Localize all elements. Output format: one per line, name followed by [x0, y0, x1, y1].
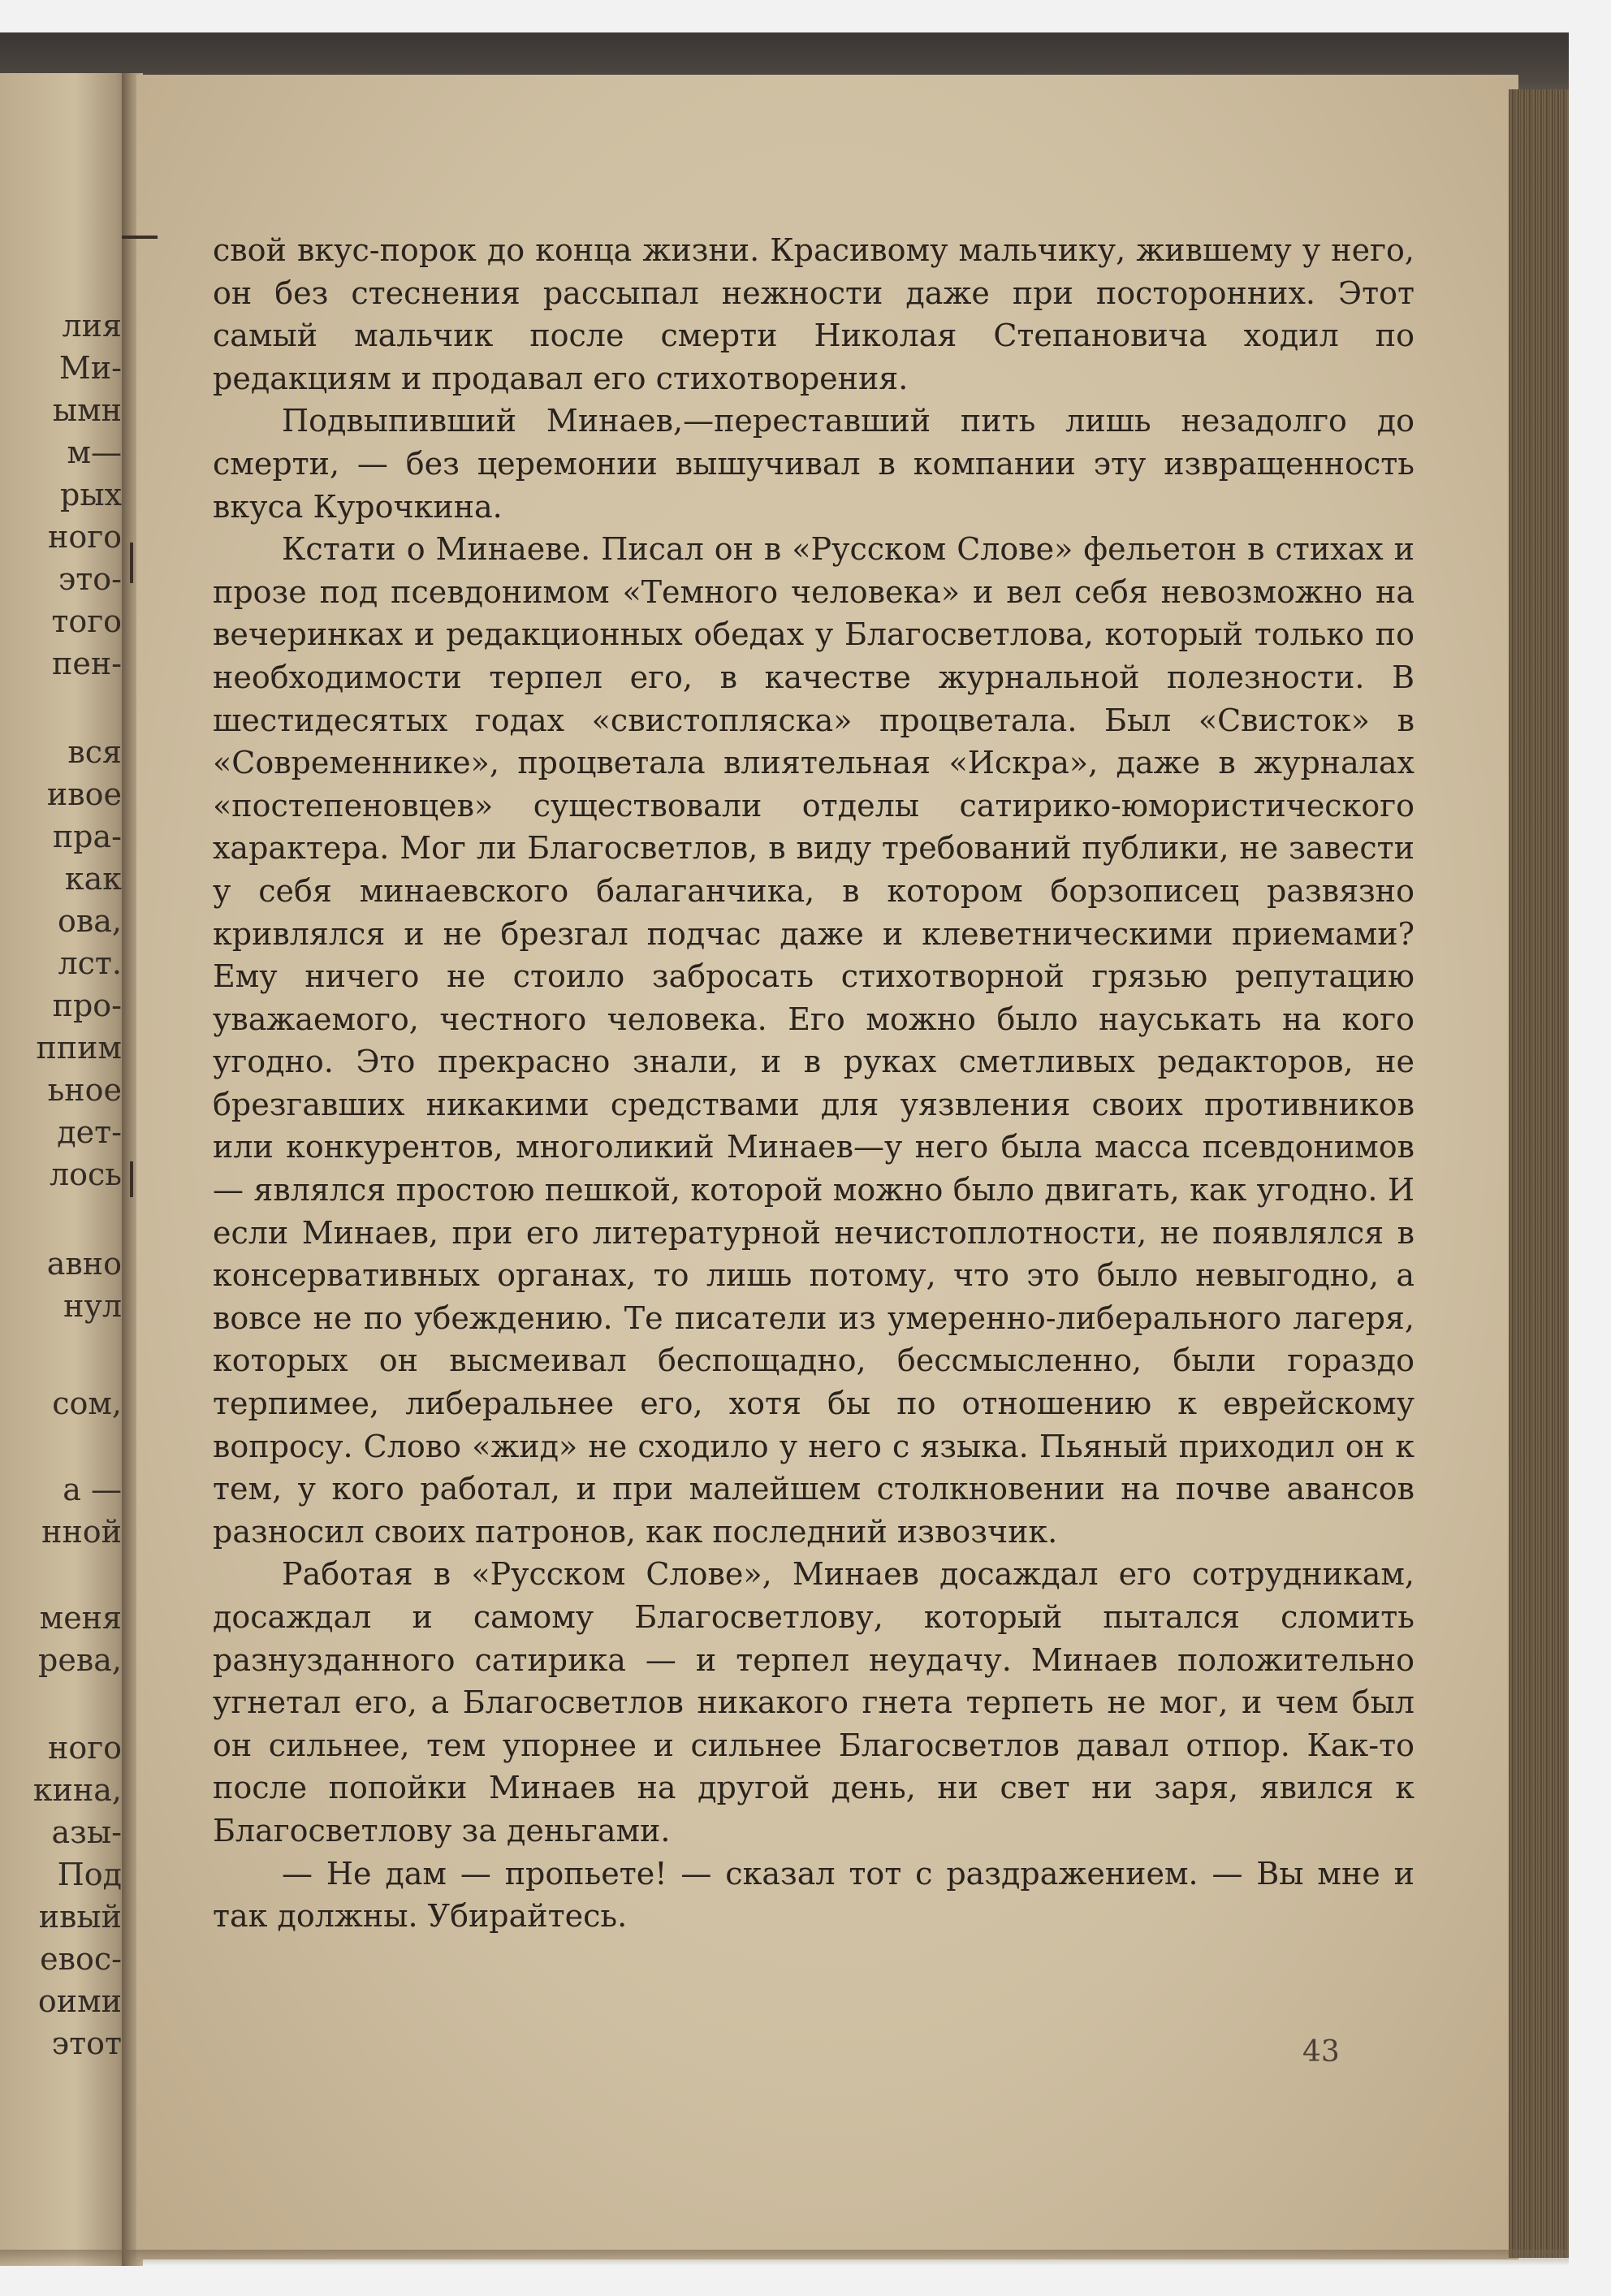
left-fragment: лст. [58, 945, 122, 981]
left-fragment: дет- [57, 1114, 122, 1150]
left-fragment: Под [57, 1857, 122, 1892]
paragraph: Работая в «Русском Слове», Минаев досаждал его сотрудникам, досаждал и самому Благосветлову, который пытался сломить разнузданного сатирика — и терпел неудачу. Минаев положительно угнетал его, а Благосветлов никакого гнета терпеть не мог, и чем был он сильнее, тем упорнее и сильнее Благосветлов давал отпор. Как-то после попойки Минаев на другой день, ни свет ни заря, явился к Благосветлову за деньгами. [213, 1556, 1414, 1848]
left-fragment: нной [41, 1514, 122, 1550]
left-fragment: ова, [57, 903, 122, 939]
paragraph: Кстати о Минаеве. Писал он в «Русском Слове» фельетон в стихах и прозе под псевдонимом «Темного человека» и вел себя невозможно на вечеринках и редакционных обедах у Благосветлова, который только по необходимости терпел его, в качестве журнальной полезности. В шестидесятых годах «свистопляска» процветала. Был «Свисток» в «Современнике», процветала влиятельная «Искра», даже в журналах «постепеновцев» существовали отделы сатирико-юмористического характера. Мог ли Благосветлов, в виду требований публики, не завести у себя минаевского балаганчика, в котором борзописец развязно кривлялся и не брезгал подчас даже и клеветническими приемами? Ему ничего не стоило забросать стихотворной грязью репутацию уважаемого, честного человека. Его можно было науськать на кого угодно. Это прекрасно знали, и в руках сметливых редакторов, не брезгавших никакими средствами для уязвления своих противников или конкурентов, многоликий Минаев—у него была масса псевдонимов — являлся простою пешкой, которой можно было двигать, как угодно. И если Минаев, при его литературной нечистоплотности, не появлялся в консервативных органах, то лишь потому, что это было невыгодно, а вовсе не по убеждению. Те писатели из умеренно-либерального лагеря, которых он высмеивал беспощадно, бессмысленно, были гораздо терпимее, либеральнее его, хотя бы по отношению к еврейскому вопросу. Слово «жид» не сходило у него с языка. Пьяный приходил он к тем, у кого работал, и при малейшем столкновении на почве авансов разносил своих патронов, как последний извозчик. [213, 531, 1414, 1550]
left-fragment: ивое [46, 776, 122, 812]
left-fragment: это- [58, 561, 122, 597]
left-fragment: меня [39, 1600, 122, 1636]
left-fragment: оими [37, 1983, 122, 2019]
left-fragment: того [51, 603, 122, 639]
left-fragment: этот [51, 2026, 122, 2061]
paragraph: — Не дам — пропьете! — сказал тот с раздражением. — Вы мне и так должны. Убирайтесь. [213, 1855, 1414, 1935]
left-fragment: ымн [52, 392, 122, 428]
left-fragment: м— [67, 435, 122, 470]
left-fragment: Ми- [58, 350, 122, 386]
margin-mark [130, 1161, 133, 1197]
left-fragment: сом, [52, 1386, 122, 1421]
left-page [0, 73, 136, 2266]
left-fragment: азы- [51, 1814, 122, 1850]
left-fragment: ьное [47, 1072, 122, 1108]
margin-mark [122, 236, 158, 239]
left-fragment: ивый [38, 1899, 122, 1935]
left-fragment: ного [48, 519, 122, 555]
left-fragment: пен- [52, 646, 122, 681]
left-fragment: а — [63, 1472, 122, 1507]
left-fragment: ппим [36, 1030, 122, 1066]
page-edges [1509, 89, 1569, 2258]
left-fragment: как [64, 861, 122, 897]
left-fragment: нул [63, 1288, 122, 1324]
left-fragment: рева, [38, 1642, 122, 1678]
page-body-text [213, 229, 1414, 1938]
margin-mark [130, 543, 133, 583]
left-fragment: вся [67, 734, 122, 770]
paragraph: свой вкус-порок до конца жизни. Красивому мальчику, жившему у него, он без стеснения рассыпал нежности даже при посторонних. Этот самый мальчик после смерти Николая Степановича ходил по редакциям и продавал его стихотворения. [213, 232, 1414, 396]
left-fragment: пра- [52, 819, 122, 854]
left-fragment: рых [60, 477, 122, 512]
left-fragment: лось [50, 1157, 122, 1192]
page-number: 43 [1302, 2035, 1340, 2069]
left-fragment: лия [62, 308, 122, 344]
left-fragment: кина, [32, 1772, 122, 1808]
bottom-shadow [0, 2250, 1569, 2266]
left-fragment: ного [48, 1730, 122, 1766]
paragraph: Подвыпивший Минаев,—переставший пить лишь незадолго до смерти, — без церемонии вышучивал в компании эту извращенность вкуса Курочкина. [213, 403, 1414, 525]
left-fragment: про- [52, 988, 122, 1023]
left-fragment: евос- [40, 1941, 122, 1977]
left-fragment: авно [46, 1246, 122, 1282]
